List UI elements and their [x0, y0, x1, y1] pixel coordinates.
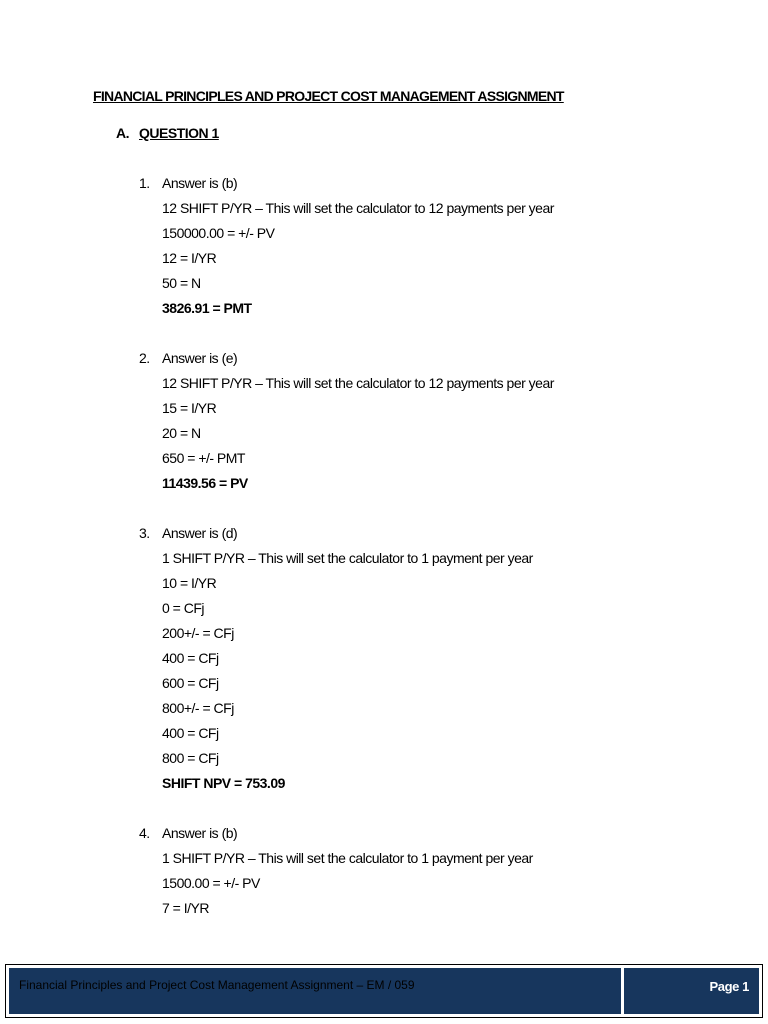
answers-list: [139, 171, 739, 946]
answer-line: [139, 521, 739, 546]
answer-step: 10 = I/YR: [162, 575, 217, 591]
answer-step: 400 = CFj: [162, 650, 219, 666]
answer-step: 800+/- = CFj: [162, 700, 234, 716]
answer-result: SHIFT NPV = 753.09: [162, 775, 285, 791]
answer-step: 50 = N: [162, 275, 201, 291]
answer-number: 1.: [139, 175, 150, 191]
answer-step: 0 = CFj: [162, 600, 205, 616]
document-title: FINANCIAL PRINCIPLES AND PROJECT COST MANAGEMENT ASSIGNMENT: [93, 88, 564, 104]
footer-page-band: [624, 968, 759, 1014]
page-footer: [5, 964, 763, 1018]
section-heading: [116, 125, 219, 141]
answer-step: 800 = CFj: [162, 750, 219, 766]
answer-line: [139, 171, 739, 196]
answer-choice: Answer is (b): [162, 825, 238, 841]
section-heading-text: QUESTION 1: [139, 125, 219, 141]
answer-number: 3.: [139, 525, 150, 541]
answer-step: 1 SHIFT P/YR – This will set the calculator to 1 payment per year: [162, 550, 533, 566]
answer-step: 200+/- = CFj: [162, 625, 234, 641]
answer-number: 2.: [139, 350, 150, 366]
answer-step: 650 = +/- PMT: [162, 450, 245, 466]
answer-step: 150000.00 = +/- PV: [162, 225, 275, 241]
answer-item-4: [139, 821, 739, 921]
answer-step: 12 SHIFT P/YR – This will set the calculator to 12 payments per year: [162, 375, 554, 391]
answer-step: 600 = CFj: [162, 675, 219, 691]
answer-step: 7 = I/YR: [162, 900, 209, 916]
answer-item-1: [139, 171, 739, 321]
answer-step: 15 = I/YR: [162, 400, 217, 416]
answer-step: 12 = I/YR: [162, 250, 217, 266]
answer-step: 12 SHIFT P/YR – This will set the calculator to 12 payments per year: [162, 200, 554, 216]
answer-choice: Answer is (e): [162, 350, 238, 366]
answer-number: 4.: [139, 825, 150, 841]
footer-title: Financial Principles and Project Cost Management Assignment – EM / 059: [19, 978, 415, 992]
answer-step: 400 = CFj: [162, 725, 219, 741]
answer-item-3: [139, 521, 739, 796]
answer-line: [139, 346, 739, 371]
answer-choice: Answer is (b): [162, 175, 238, 191]
answer-result: 11439.56 = PV: [162, 475, 248, 491]
answer-step: 20 = N: [162, 425, 201, 441]
answer-step: 1 SHIFT P/YR – This will set the calculator to 1 payment per year: [162, 850, 533, 866]
answer-line: [139, 821, 739, 846]
answer-item-2: [139, 346, 739, 496]
page-number: Page 1: [709, 979, 749, 994]
footer-title-band: [9, 968, 621, 1014]
answer-result: 3826.91 = PMT: [162, 300, 252, 316]
answer-step: 1500.00 = +/- PV: [162, 875, 260, 891]
answer-choice: Answer is (d): [162, 525, 238, 541]
section-letter: A.: [116, 125, 129, 141]
